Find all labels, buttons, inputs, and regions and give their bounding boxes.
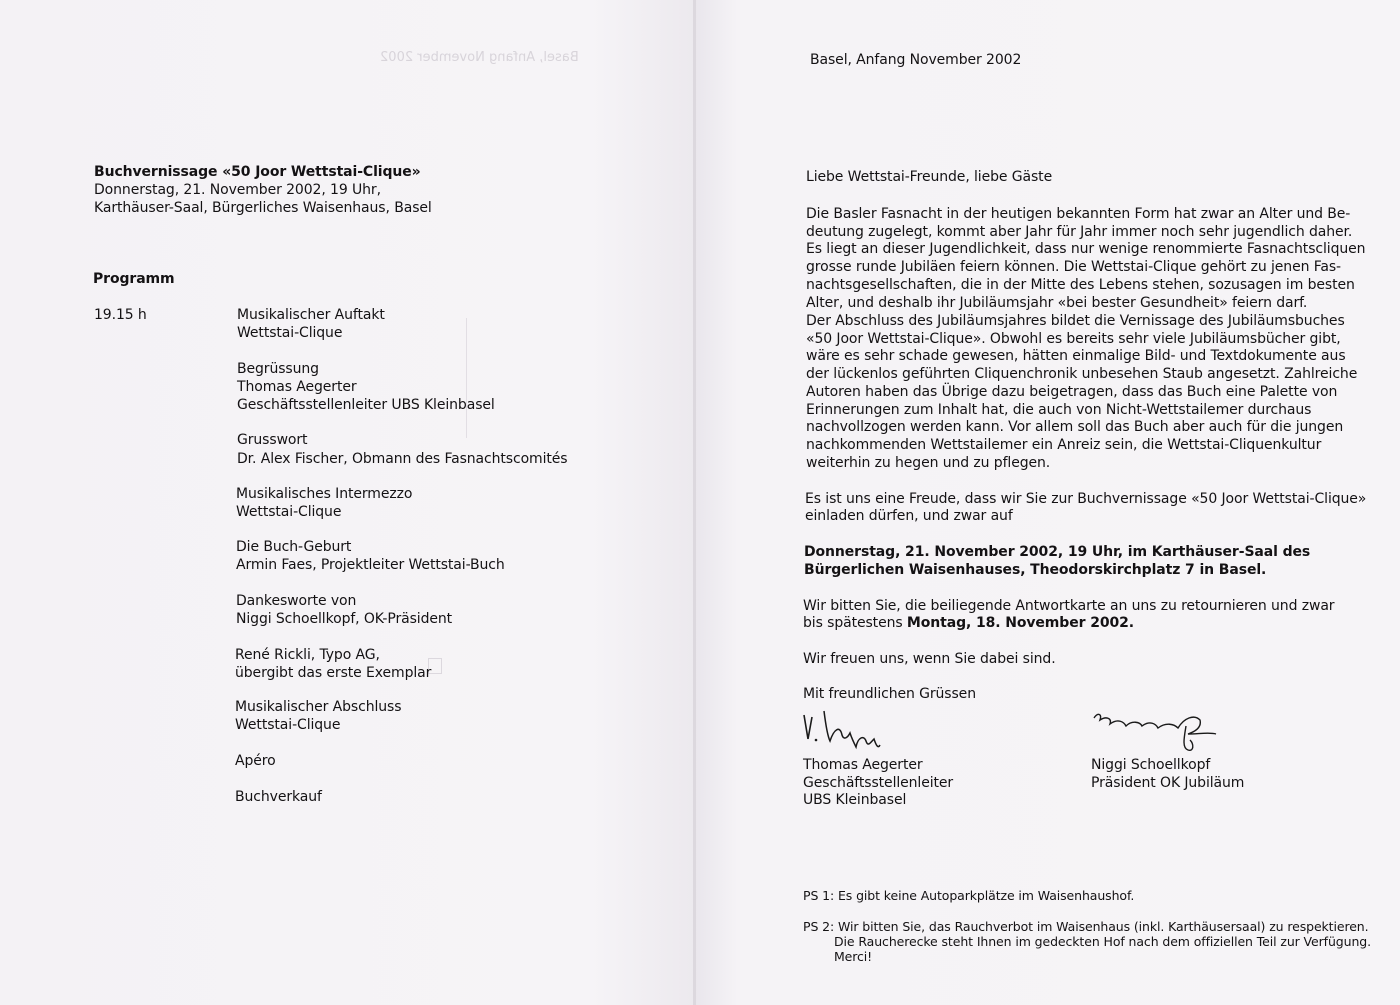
program-item-detail: Wettstai-Clique	[237, 325, 343, 341]
program-item-title: Musikalischer Abschluss	[235, 699, 402, 715]
looking-forward: Wir freuen uns, wenn Sie dabei sind.	[803, 651, 1056, 667]
rsvp-prefix: bis spätestens	[803, 615, 907, 631]
body-line: nachkommenden Wettstailemer ein Anreiz sein, die Wettstai-Cliquenkultur	[806, 437, 1322, 453]
body-line: Autoren haben das Übrige dazu beigetragen, dass das Buch eine Palette von	[806, 384, 1338, 400]
program-item-title: Grusswort	[237, 432, 308, 448]
program-start-time: 19.15 h	[94, 307, 147, 323]
body-line: Es liegt an dieser Jugendlichkeit, dass nur wenige renommierte Fasnachtscliquen	[806, 241, 1366, 257]
postscript-2-cont: Die Raucherecke steht Ihnen im gedeckten Hof nach dem offiziellen Teil zur Verfügung.	[834, 934, 1371, 949]
invite-line: einladen dürfen, und zwar auf	[805, 508, 1013, 524]
rsvp-line: Wir bitten Sie, die beiliegende Antwortkarte an uns zu retournieren und zwar	[803, 598, 1335, 614]
program-item-title: Die Buch-Geburt	[236, 539, 352, 555]
program-item-title: Begrüssung	[237, 361, 319, 377]
event-date: Donnerstag, 21. November 2002, 19 Uhr,	[94, 182, 381, 198]
rsvp-deadline: Montag, 18. November 2002.	[906, 615, 1134, 631]
body-line: nachtsgesellschaften, die in der Mitte des Lebens stehen, sozusagen im besten	[806, 277, 1355, 293]
body-line: deutung zugelegt, kommt aber Jahr für Jahr immer noch sehr jugendlich daher.	[806, 224, 1353, 240]
show-through-rule	[466, 318, 467, 438]
signer-title: Präsident OK Jubiläum	[1091, 775, 1245, 791]
program-item-detail: Geschäftsstellenleiter UBS Kleinbasel	[237, 397, 495, 413]
body-line: «50 Joor Wettstai-Clique». Obwohl es bereits sehr viele Jubiläumsbücher gibt,	[806, 331, 1341, 347]
event-details-bold: Bürgerlichen Waisenhauses, Theodorskirchplatz 7 in Basel.	[804, 562, 1267, 578]
closing: Mit freundlichen Grüssen	[803, 686, 976, 702]
body-line: nachvollzogen werden kann. Vor allem soll das Buch aber auch für die jungen	[806, 419, 1344, 435]
body-line: grosse runde Jubiläen feiern können. Die Wettstai-Clique gehört zu jenen Fas-	[806, 259, 1342, 275]
signature-aegerter	[798, 707, 888, 757]
program-item-title: Dankesworte von	[236, 593, 357, 609]
signer-name: Niggi Schoellkopf	[1091, 757, 1211, 773]
program-item-title: René Rickli, Typo AG,	[235, 647, 380, 663]
body-line: der lückenlos geführten Cliquenchronik unbesehen Staub angesetzt. Zahlreiche	[806, 366, 1358, 382]
body-line: Alter, und deshalb ihr Jubiläumsjahr «bei bester Gesundheit» feiern darf.	[806, 295, 1308, 311]
postscript-1: PS 1: Es gibt keine Autoparkplätze im Waisenhaushof.	[803, 888, 1135, 903]
postscript-2: PS 2: Wir bitten Sie, das Rauchverbot im Waisenhaus (inkl. Karthäusersaal) zu respektieren.	[803, 919, 1369, 934]
body-line: wäre es sehr schade gewesen, hätten einmalige Bild- und Textdokumente aus	[806, 348, 1346, 364]
body-line: weiterhin zu hegen und zu pflegen.	[806, 455, 1051, 471]
salutation: Liebe Wettstai-Freunde, liebe Gäste	[806, 169, 1053, 185]
program-heading: Programm	[93, 271, 175, 287]
show-through-text: Basel, Anfang November 2002	[380, 50, 579, 65]
program-item-title: Apéro	[235, 753, 276, 769]
invite-line: Es ist uns eine Freude, dass wir Sie zur Buchvernissage «50 Joor Wettstai-Clique»	[805, 491, 1367, 507]
postscript-2-cont: Merci!	[834, 949, 873, 964]
program-item-title: Buchverkauf	[235, 789, 322, 805]
dateline: Basel, Anfang November 2002	[810, 52, 1022, 68]
signature-schoellkopf	[1090, 706, 1220, 756]
event-details-bold: Donnerstag, 21. November 2002, 19 Uhr, im Karthäuser-Saal des	[804, 544, 1311, 560]
body-line: Der Abschluss des Jubiläumsjahres bildet die Vernissage des Jubiläumsbuches	[806, 313, 1345, 329]
signer-title: UBS Kleinbasel	[803, 792, 907, 808]
program-item-detail: übergibt das erste Exemplar	[235, 665, 432, 681]
signer-name: Thomas Aegerter	[803, 757, 923, 773]
program-item-title: Musikalischer Auftakt	[237, 307, 385, 323]
program-item-detail: Dr. Alex Fischer, Obmann des Fasnachtscomités	[237, 451, 568, 467]
body-line: Erinnerungen zum Inhalt hat, die auch von Nicht-Wettstailemer durchaus	[806, 402, 1312, 418]
signer-title: Geschäftsstellenleiter	[803, 775, 954, 791]
program-item-detail: Wettstai-Clique	[236, 504, 342, 520]
event-title: Buchvernissage «50 Joor Wettstai-Clique»	[94, 164, 421, 180]
body-line: Die Basler Fasnacht in der heutigen bekannten Form hat zwar an Alter und Be-	[806, 206, 1351, 222]
program-item-detail: Thomas Aegerter	[237, 379, 357, 395]
program-item-detail: Wettstai-Clique	[235, 717, 341, 733]
program-item-detail: Armin Faes, Projektleiter Wettstai-Buch	[236, 557, 505, 573]
event-place: Karthäuser-Saal, Bürgerliches Waisenhaus, Basel	[94, 200, 432, 216]
rsvp-line	[803, 614, 1134, 632]
program-item-detail: Niggi Schoellkopf, OK-Präsident	[236, 611, 453, 627]
program-item-title: Musikalisches Intermezzo	[236, 486, 413, 502]
page-fold	[693, 0, 696, 1005]
